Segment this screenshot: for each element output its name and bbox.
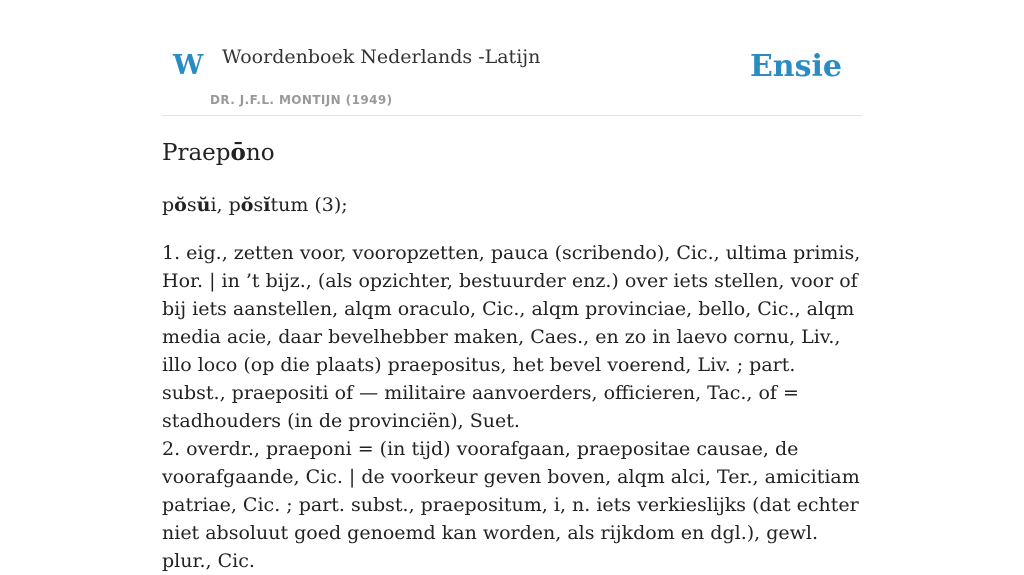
- definition-sense-2: 2. overdr., praeponi = (in tijd) voorafgaan, praepositae causae, de voorafgaande, Cic. | de voorkeur geven boven, alqm alci, Ter., amicitiam patriae, Cic. ; part. subst., praepositum, i, n. iets verkieslijks (dat echter niet absoluut goed genoemd kan worden, als rijkdom en dgl.), gewl. plur., Cic.: [162, 438, 860, 572]
- entry-title-macron: ō: [230, 139, 246, 166]
- book-author: DR. J.F.L. MONTIJN (1949): [210, 93, 393, 107]
- book-logo-icon[interactable]: W: [173, 50, 204, 81]
- principal-parts-text: tum (3);: [270, 194, 348, 216]
- dictionary-page: [162, 0, 862, 572]
- book-title-link[interactable]: Woordenboek Nederlands -Latijn: [222, 46, 541, 68]
- source-header: [162, 0, 862, 116]
- principal-parts-text: s: [253, 194, 264, 216]
- principal-parts-vowel: ŏ: [240, 194, 254, 216]
- principal-parts-text: i, p: [210, 194, 241, 216]
- ensie-logo[interactable]: Ensie: [749, 49, 842, 84]
- principal-parts-vowel: ŏ: [174, 194, 187, 216]
- principal-parts-vowel: ĭ: [263, 194, 271, 216]
- entry-title-part: Praep: [162, 140, 231, 166]
- principal-parts-text: p: [162, 194, 175, 216]
- definition-sense-1: 1. eig., zetten voor, vooropzetten, pauca (scribendo), Cic., ultima primis, Hor. | in ’t bijz., (als opzichter, bestuurder enz.) over iets stellen, voor of bij iets aanstellen, alqm oraculo, Cic., alqm provinciae, bello, Cic., alqm media acie, daar bevelhebber maken, Caes., en zo in laevo cornu, Liv., illo loco (op die plaats) praepositus, het bevel voerend, Liv. ; part. subst., praepositi of — militaire aanvoerders, officieren, Tac., of = stadhouders (in de provinciën), Suet.: [162, 242, 861, 432]
- principal-parts: [162, 193, 348, 218]
- entry-title-part: no: [245, 140, 275, 166]
- principal-parts-vowel: ŭ: [196, 194, 211, 216]
- definition-body: [162, 239, 862, 575]
- entry-title: [162, 139, 275, 168]
- principal-parts-text: s: [186, 194, 197, 216]
